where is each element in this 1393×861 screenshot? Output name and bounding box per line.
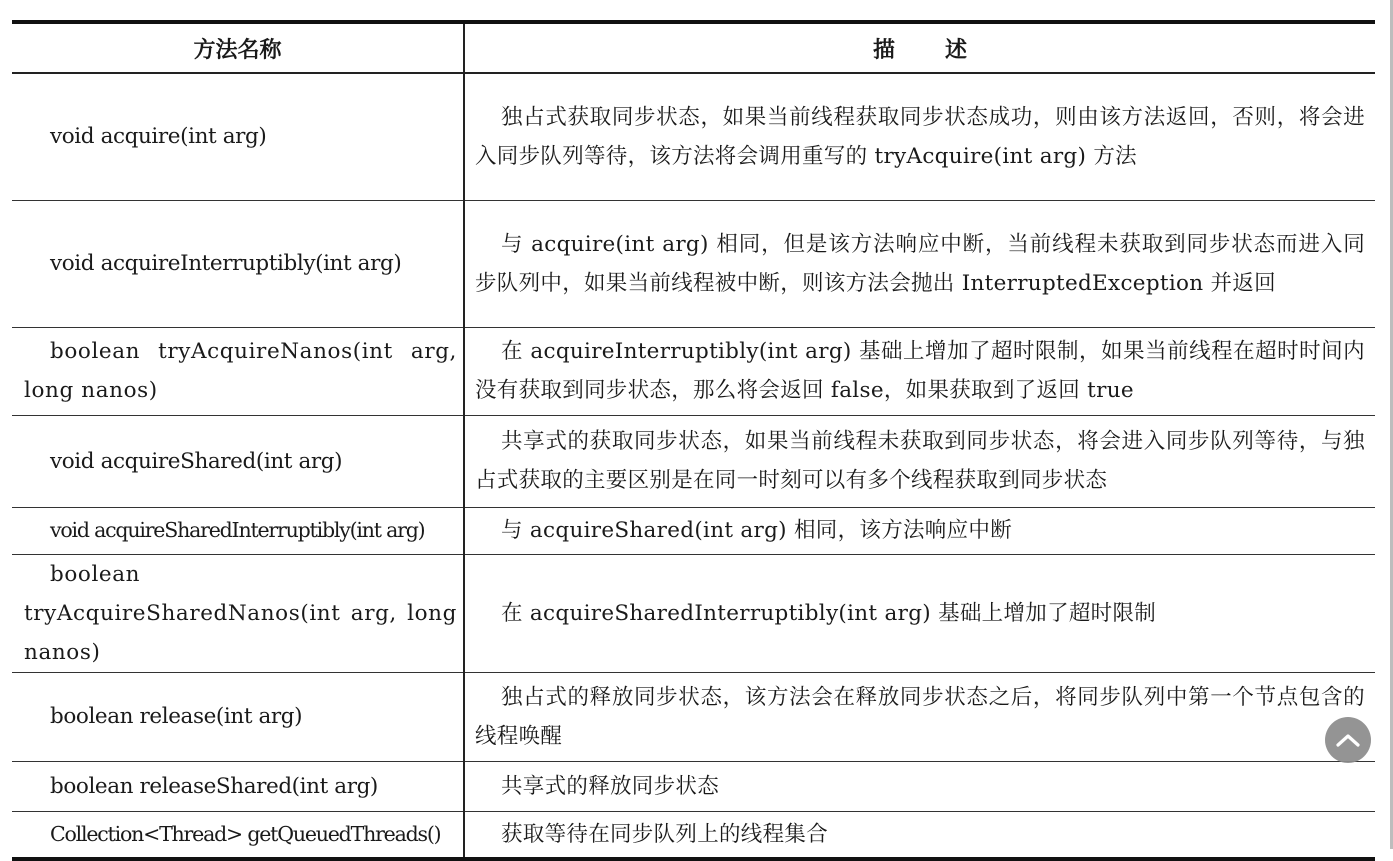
description-cell: 独占式的释放同步状态，该方法会在释放同步状态之后，将同步队列中第一个节点包含的线程唤醒: [464, 672, 1375, 761]
description-cell: 在 acquireInterruptibly(int arg) 基础上增加了超时限制，如果当前线程在超时时间内没有获取到同步状态，那么将会返回 false，如果获取到了返回 true: [464, 327, 1375, 415]
method-cell: boolean tryAcquireNanos(int arg, long nanos): [12, 327, 464, 415]
table-row: [12, 73, 1375, 200]
method-cell: void acquireInterruptibly(int arg): [12, 200, 464, 327]
description-cell: 与 acquireShared(int arg) 相同，该方法响应中断: [464, 507, 1375, 554]
table-row: [12, 327, 1375, 415]
description-cell: 在 acquireSharedInterruptibly(int arg) 基础上增加了超时限制: [464, 554, 1375, 672]
description-cell: 共享式的释放同步状态: [464, 761, 1375, 811]
table-row: [12, 200, 1375, 327]
scroll-to-top-button[interactable]: [1325, 717, 1371, 763]
table-row: [12, 811, 1375, 859]
table-row: [12, 415, 1375, 507]
description-cell: 与 acquire(int arg) 相同，但是该方法响应中断，当前线程未获取到同步状态而进入同步队列中，如果当前线程被中断，则该方法会抛出 InterruptedException 并返回: [464, 200, 1375, 327]
table-header-row: [12, 22, 1375, 73]
api-method-table-container: [12, 20, 1375, 861]
table-row: [12, 761, 1375, 811]
chevron-up-icon: [1335, 732, 1361, 748]
description-cell: 独占式获取同步状态，如果当前线程获取同步状态成功，则由该方法返回，否则，将会进入同步队列等待，该方法将会调用重写的 tryAcquire(int arg) 方法: [464, 73, 1375, 200]
header-description: 描述: [464, 22, 1375, 73]
description-cell: 获取等待在同步队列上的线程集合: [464, 811, 1375, 859]
header-method-name: 方法名称: [12, 22, 464, 73]
method-cell: void acquire(int arg): [12, 73, 464, 200]
method-cell: Collection<Thread> getQueuedThreads(): [12, 811, 464, 859]
method-cell: void acquireSharedInterruptibly(int arg): [12, 507, 464, 554]
method-cell: boolean release(int arg): [12, 672, 464, 761]
table-row: [12, 554, 1375, 672]
table-row: [12, 507, 1375, 554]
api-method-table: [12, 20, 1375, 861]
description-cell: 共享式的获取同步状态，如果当前线程未获取到同步状态，将会进入同步队列等待，与独占式获取的主要区别是在同一时刻可以有多个线程获取到同步状态: [464, 415, 1375, 507]
method-cell: void acquireShared(int arg): [12, 415, 464, 507]
table-row: [12, 672, 1375, 761]
method-cell: boolean tryAcquireSharedNanos(int arg, long nanos): [12, 554, 464, 672]
method-cell: boolean releaseShared(int arg): [12, 761, 464, 811]
